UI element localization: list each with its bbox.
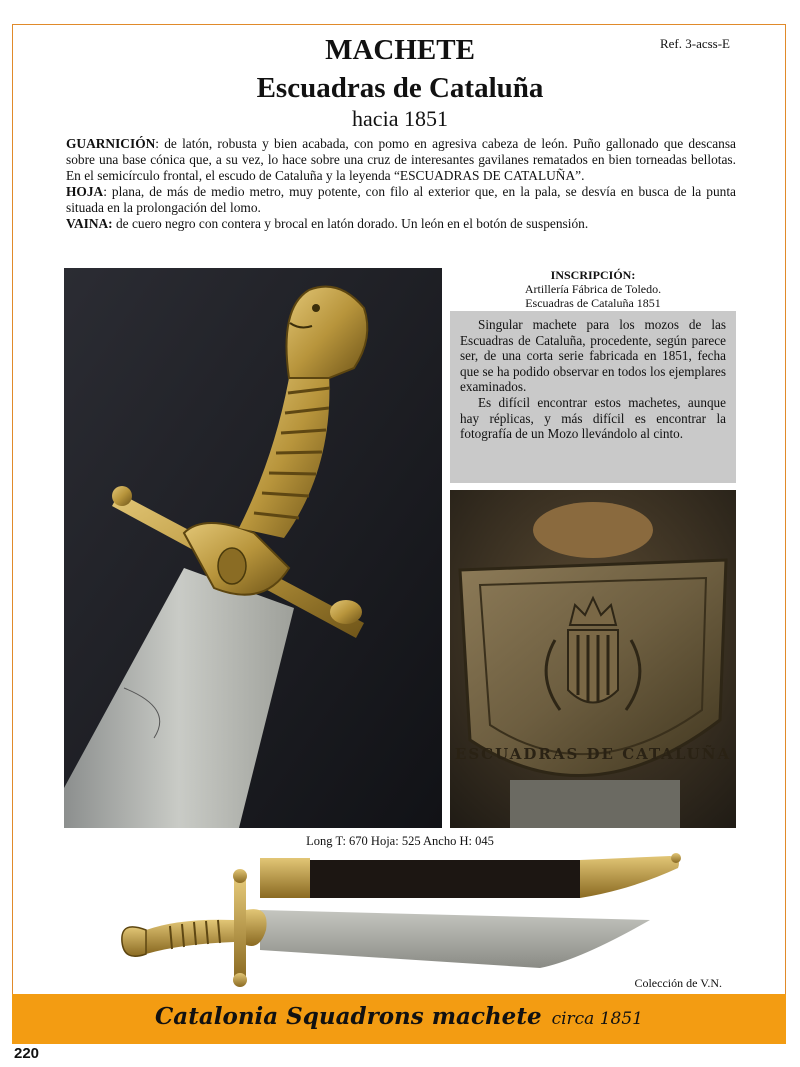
page-subtitle: Escuadras de Cataluña [256, 72, 544, 104]
full-machete-photo [110, 850, 690, 990]
guarnicion-text: : de latón, robusta y bien acabada, con pomo en agresiva cabeza de león. Puño gallonado que descansa sobre una base cónica que, a su vez, lo hace sobre una cruz de interesantes gavilanes rematados en bien torneadas bellotas. En el semicírculo frontal, el escudo de Cataluña y la leyenda “ESCUADRAS DE CATALUÑA”. [66, 136, 736, 183]
inscription-line-2: Escuadras de Cataluña 1851 [525, 296, 661, 310]
hoja-paragraph [66, 184, 736, 216]
description [66, 136, 736, 232]
note-box [450, 311, 736, 483]
hoja-text: : plana, de más de medio metro, muy potente, con filo al exterior que, en la pala, se desvía en busca de la punta situada en la prolongación del lomo. [66, 184, 736, 215]
page-number: 220 [14, 1045, 40, 1062]
main-photo [64, 268, 442, 828]
shell-engraving-illustration [450, 490, 736, 828]
vaina-label: VAINA: [66, 216, 113, 231]
engraving-text: ESCUADRAS DE CATALUÑA [454, 745, 732, 763]
vaina-text: de cuero negro con contera y brocal en latón dorado. Un león en el botón de suspensión. [112, 216, 589, 231]
page-title: MACHETE [325, 34, 475, 66]
guarnicion-label: GUARNICIÓN [66, 136, 156, 151]
collection-credit: Colección de V.N. [634, 976, 722, 990]
hoja-label: HOJA [66, 184, 104, 199]
detail-photo [450, 490, 736, 828]
inscription-line-1: Artillería Fábrica de Toledo. [524, 282, 662, 296]
guarnicion-paragraph [66, 136, 736, 184]
inscription-block [450, 268, 736, 310]
banner-title: Catalonia Squadrons machete [155, 1003, 542, 1030]
banner-subtitle: circa 1851 [551, 1009, 643, 1029]
machete-hilt-illustration [64, 268, 442, 828]
page-date: hacia 1851 [352, 106, 448, 131]
inscription-heading: INSCRIPCIÓN: [550, 268, 636, 282]
note-paragraph-2: Es difícil encontrar estos machetes, aunque hay réplicas, y más difícil es encontrar la fotografía de un Mozo llevándolo al cinto. [460, 394, 726, 442]
dimensions: Long T: 670 Hoja: 525 Ancho H: 045 [306, 834, 494, 848]
reference-code: Ref. 3-acss-E [659, 36, 730, 51]
note-paragraph-1: Singular machete para los mozos de las Escuadras de Cataluña, procedente, según parece ser, de una corta serie fabricada en 1851, fecha que se ha podido observar en todos los ejemplares examinados. [460, 317, 726, 395]
vaina-paragraph [66, 216, 736, 232]
title-banner [12, 994, 786, 1044]
machete-and-scabbard-illustration [110, 850, 690, 990]
